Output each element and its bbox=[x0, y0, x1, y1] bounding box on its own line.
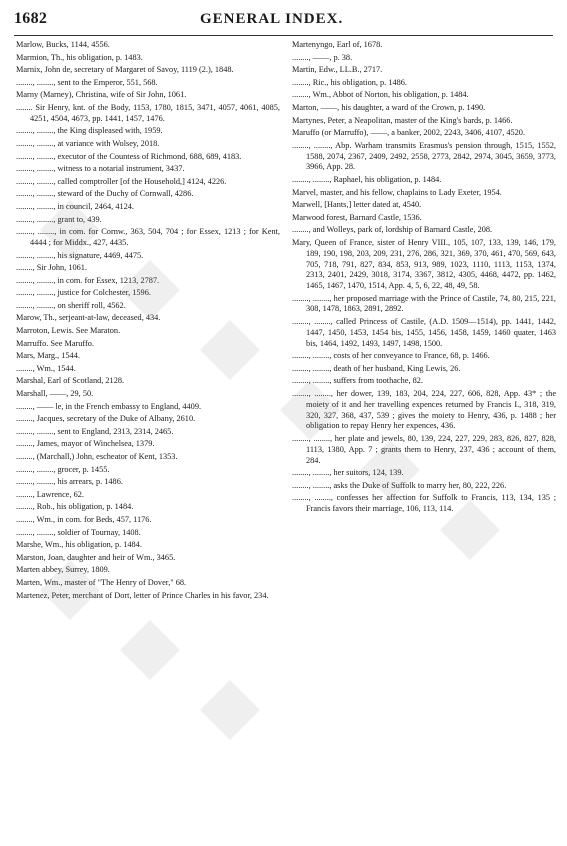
index-entry: Marruffo. See Maruffo. bbox=[16, 338, 95, 348]
header-rule bbox=[14, 35, 553, 36]
running-title: GENERAL INDEX. bbox=[200, 11, 344, 27]
index-entry: Marshe, Wm., his obligation, p. 1484. bbox=[16, 540, 142, 550]
index-entry: Marten abbey, Surrey, 1809. bbox=[16, 565, 110, 575]
index-entry: ........, ........, his arrears, p. 1486. bbox=[16, 477, 123, 487]
index-entry: Marten, Wm., master of "The Henry of Dover," 68. bbox=[16, 577, 187, 587]
index-entry: ........, ........, at variance with Wolsey, 2018. bbox=[16, 138, 160, 148]
index-entry: Marton, ——, his daughter, a ward of the Crown, p. 1490. bbox=[292, 102, 486, 112]
index-entry: ........, ........, steward of the Duchy of Cornwall, 4286. bbox=[16, 189, 194, 199]
index-entry: ........, ........, sent to the Emperor, 551, 568. bbox=[16, 77, 158, 87]
index-entry: ........, ........, Abp. Warham transmits Erasmus's pension through, 1515, 1552, 1588, 2074, 2367, 2409, 2492, 2558, 2773, 2842, 2974, 3045, 3659, 3773, 3966, App. 28. bbox=[292, 140, 556, 172]
index-entry: ........, Wm., 1544. bbox=[16, 363, 76, 373]
index-entry: ........, ........, death of her husband, King Lewis, 26. bbox=[292, 363, 461, 373]
index-entry: ........, ........, grant to, 439. bbox=[16, 214, 102, 224]
index-entry: Martenyngo, Earl of, 1678. bbox=[292, 40, 383, 49]
index-entry: Marshall, ——, 29, 50. bbox=[16, 389, 94, 399]
index-column-left bbox=[16, 40, 280, 603]
index-entry: ........, ........, asks the Duke of Suffolk to marry her, 80, 222, 226. bbox=[292, 480, 507, 490]
index-entry: ........, ........, in council, 2464, 4124. bbox=[16, 201, 134, 211]
index-entry: Marroton, Lewis. See Maraton. bbox=[16, 326, 121, 336]
index-entry: ........, ........, suffers from toothache, 82. bbox=[292, 376, 423, 386]
index-entry: Marmion, Th., his obligation, p. 1483. bbox=[16, 52, 143, 62]
index-entry: ........ Sir Henry, knt. of the Body, 1153, 1780, 1815, 3471, 4057, 4061, 4085, 4251, 4504, 4673, pp. 1441, 1457, 1476. bbox=[16, 102, 280, 123]
index-entry: ........, ........, in com. for Cornw., 363, 504, 704 ; for Essex, 1213 ; for Kent, 4444 ; for Middx., 427, 4435. bbox=[16, 227, 280, 247]
index-entry: ........, Lawrence, 62. bbox=[16, 489, 84, 499]
index-entry: Marwell, [Hants,] letter dated at, 4540. bbox=[292, 200, 422, 210]
index-entry: ........, ........, witness to a notarial instrument, 3437. bbox=[16, 164, 185, 174]
index-entry: ........, Rob., his obligation, p. 1484. bbox=[16, 502, 134, 512]
index-entry: ........, ........, his signature, 4469, 4475. bbox=[16, 250, 144, 260]
index-entry: ........, ........, called Princess of Castile, (A.D. 1509—1514), pp. 1441, 1442, 1447, 1450, 1453, 1454 bis, 1455, 1456, 1458, 1459, 1460 quater, 1463 bis, 1464, 1492, 1493, 1497, 1498, 1500. bbox=[292, 317, 556, 348]
index-entry: Marow, Th., serjeant-at-law, deceased, 434. bbox=[16, 313, 161, 323]
index-entry: Marnix, John de, secretary of Margaret of Savoy, 1119 (2.), 1848. bbox=[16, 65, 234, 75]
index-entry: Marston, Joan, daughter and heir of Wm., 3465. bbox=[16, 552, 176, 562]
index-entry: ........, —— le, in the French embassy to England, 4409. bbox=[16, 401, 202, 411]
index-entry: ........, ........, the King displeased with, 1959. bbox=[16, 126, 163, 136]
index-entry: ........, ........, in com. for Essex, 1213, 2787. bbox=[16, 275, 160, 285]
index-entry: Marny (Marney), Christina, wife of Sir John, 1061. bbox=[16, 90, 187, 100]
index-entry: Martin, Edw., LL.B., 2717. bbox=[292, 65, 383, 75]
index-entry: Mary, Queen of France, sister of Henry VIII., 105, 107, 133, 139, 146, 179, 189, 190, 198, 203, 209, 231, 276, 286, 321, 369, 370, 461, 470, 569, 643, 705, 718, 791, 827, 834, 853, 913, 989, 1023, 1110, 1113, 1153, 1374, 2313, 2401, 2429, 3018, 3174, 3367, 3812, 4305, 4468, 4472, pp. 1462, 1465, 1467, 1470, 1514, App. 4, 5, 6, 22, 48, 49, 58. bbox=[292, 237, 556, 291]
index-entry: ........, ........, soldier of Tournay, 1408. bbox=[16, 527, 141, 537]
index-entry: ........, ........, executor of the Countess of Richmond, 688, 689, 4183. bbox=[16, 151, 242, 161]
index-entry: ........, ........, sent to England, 2313, 2314, 2465. bbox=[16, 426, 174, 436]
index-entry: ........, James, mayor of Winchelsea, 1379. bbox=[16, 439, 155, 449]
index-entry: ........, Wm., in com. for Beds, 457, 1176. bbox=[16, 514, 152, 524]
index-entry: ........, ........, her dower, 139, 183, 204, 224, 227, 606, 828, App. 43* ; the moiety of it and her travelling expences returned by Francis I., 318, 319, 320, 327, 368, 437, 539 ; gives the moiety to Henry, 436, p. 1488 ; her obligation to repay Henry her expences, 436. bbox=[292, 389, 556, 431]
index-entry: ........, ........, costs of her conveyance to France, 68, p. 1466. bbox=[292, 351, 490, 361]
index-entry: ........, ........, her suitors, 124, 139. bbox=[292, 468, 404, 478]
index-entry: ........, Wm., Abbot of Norton, his obligation, p. 1484. bbox=[292, 90, 469, 100]
index-entry: ........, ........, Raphael, his obligation, p. 1484. bbox=[292, 174, 442, 184]
index-entry: ........, ........, her plate and jewels, 80, 139, 224, 227, 229, 283, 826, 827, 828, 1113, 1380, App. 7 ; grants them to Henry, 237, 436 ; account of them, 284. bbox=[292, 434, 556, 465]
index-entry: Marshal, Earl of Scotland, 2128. bbox=[16, 376, 125, 386]
index-entry: ........, ........, justice for Colchester, 1596. bbox=[16, 288, 151, 298]
index-entry: ........, ........, called comptroller [of the Household,] 4124, 4226. bbox=[16, 176, 227, 186]
index-entry: Marvel, master, and his fellow, chaplains to Lady Exeter, 1954. bbox=[292, 187, 502, 197]
index-entry: ........, ........, grocer, p. 1455. bbox=[16, 464, 110, 474]
index-entry: Maruffo (or Marruffo), ——, a banker, 2002, 2243, 3406, 4107, 4520. bbox=[292, 128, 526, 138]
index-entry: ........, ........, on sheriff roll, 4562. bbox=[16, 300, 126, 310]
index-entry: Marlow, Bucks, 1144, 4556. bbox=[16, 40, 110, 49]
index-entry: ........, and Wolleys, park of, lordship of Barnard Castle, 208. bbox=[292, 225, 493, 235]
index-entry: ........, ........, her proposed marriage with the Prince of Castile, 74, 80, 215, 221, 308, 1478, 1863, 2891, 2892. bbox=[292, 293, 556, 314]
index-entry: ........, Sir John, 1061. bbox=[16, 263, 87, 273]
index-entry: ........, Jacques, secretary of the Duke of Albany, 2610. bbox=[16, 414, 196, 424]
index-entry: Martynes, Peter, a Neapolitan, master of the King's bards, p. 1466. bbox=[292, 115, 513, 125]
index-entry: Marwood forest, Barnard Castle, 1536. bbox=[292, 212, 422, 222]
index-entry: ........, Ric., his obligation, p. 1486. bbox=[292, 77, 408, 87]
index-entry: Mars, Marg., 1544. bbox=[16, 351, 80, 361]
index-entry: Martenez, Peter, merchant of Dort, letter of Prince Charles in his favor, 234. bbox=[16, 590, 269, 600]
index-column-right bbox=[292, 40, 556, 517]
page-number: 1682 bbox=[14, 10, 48, 27]
index-entry: ........, ——, p. 38. bbox=[292, 52, 353, 62]
index-entry: ........, ........, confesses her affection for Suffolk to Francis, 113, 134, 135 ; Francis favors their marriage, 106, 113, 114. bbox=[292, 493, 556, 514]
index-entry: ........, (Marchall,) John, escheator of Kent, 1353. bbox=[16, 452, 178, 461]
